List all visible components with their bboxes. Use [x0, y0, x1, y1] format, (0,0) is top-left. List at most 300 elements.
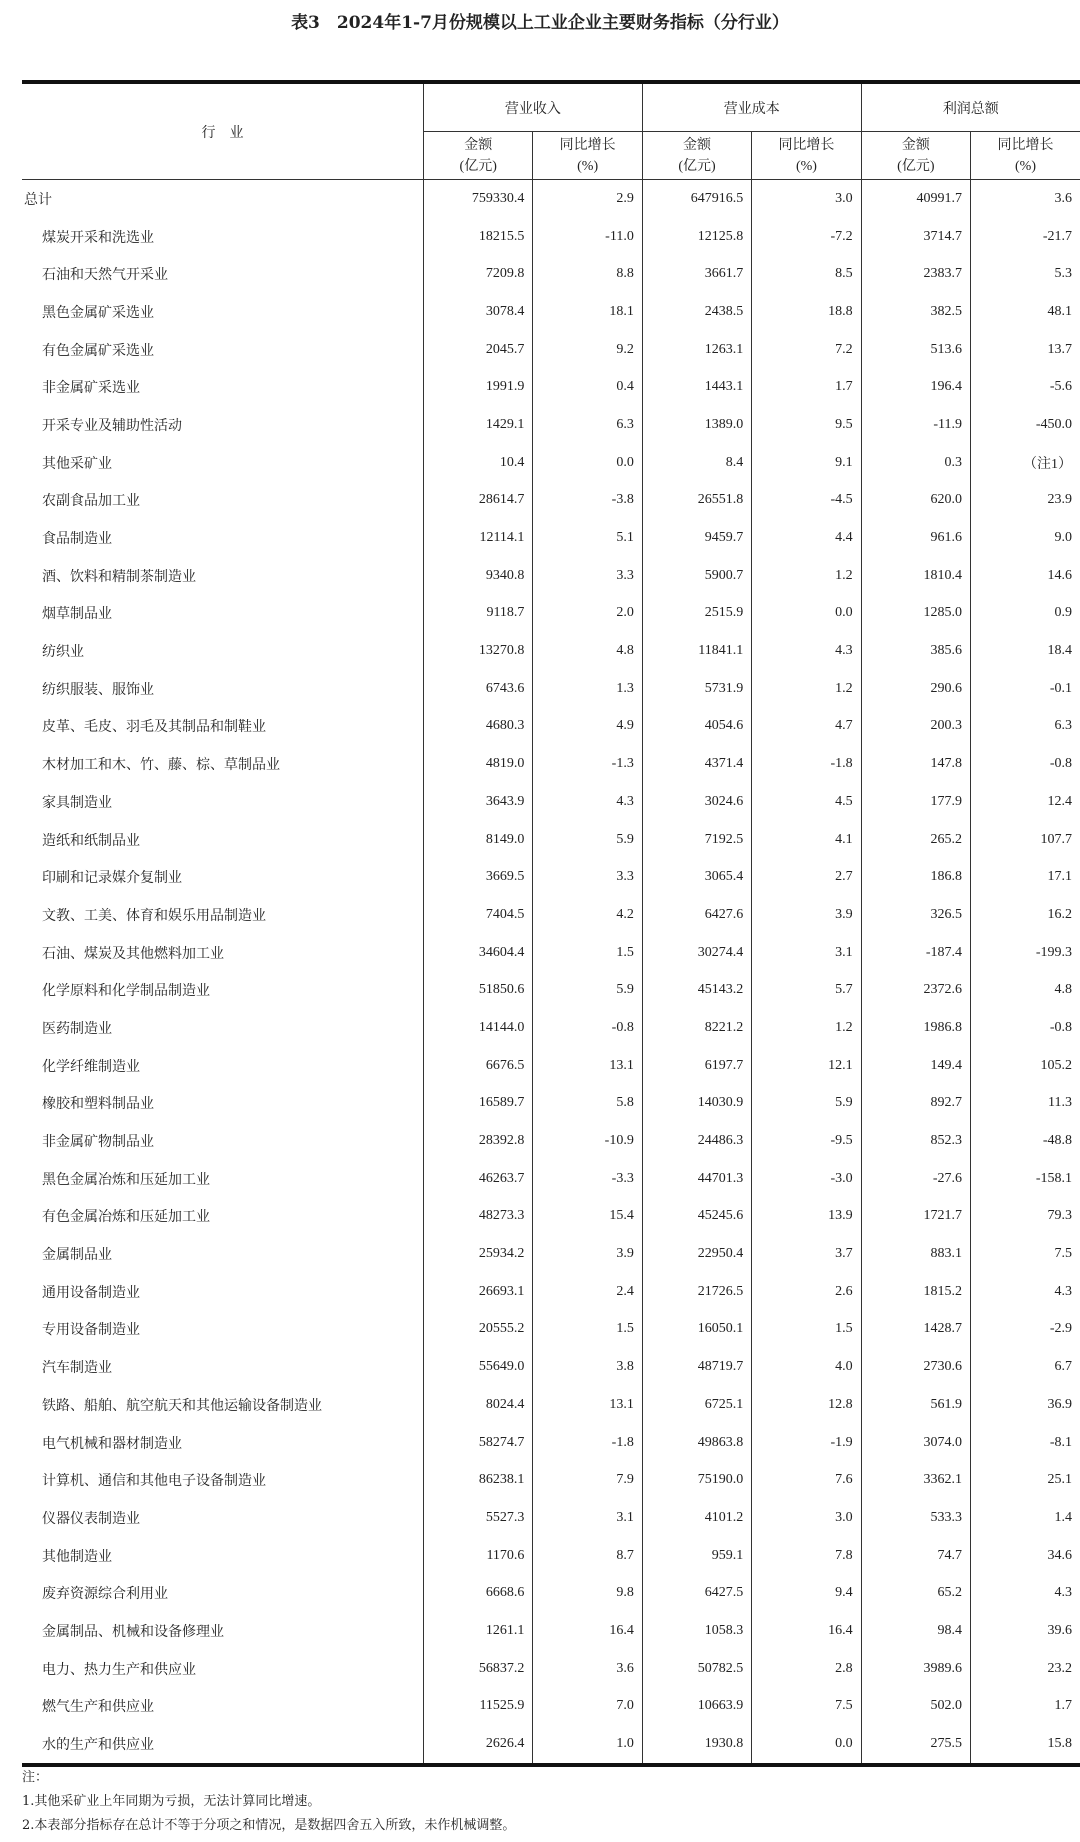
- industry-name: 石油和天然气开采业: [42, 268, 168, 284]
- profit-growth: 15.8: [971, 1725, 1080, 1765]
- profit-growth: -199.3: [971, 934, 1080, 972]
- profit-amount: 1810.4: [861, 557, 970, 595]
- table-row: [22, 1160, 1080, 1198]
- revenue-amount: 34604.4: [424, 934, 533, 972]
- industry-name: 燃气生产和供应业: [42, 1700, 154, 1716]
- profit-amount: -11.9: [861, 406, 970, 444]
- profit-growth: 1.4: [971, 1499, 1080, 1537]
- industry-name: 非金属矿物制品业: [42, 1135, 154, 1151]
- amount-subheader: [642, 132, 751, 180]
- cost-amount: 11841.1: [642, 632, 751, 670]
- revenue-amount: 20555.2: [424, 1311, 533, 1349]
- revenue-amount: 7209.8: [424, 255, 533, 293]
- profit-amount: 98.4: [861, 1612, 970, 1650]
- revenue-growth: 5.9: [533, 821, 642, 859]
- cost-amount: 6427.6: [642, 896, 751, 934]
- cost-growth: -3.0: [752, 1160, 861, 1198]
- profit-growth: 3.6: [971, 180, 1080, 218]
- revenue-growth: 1.0: [533, 1725, 642, 1765]
- industry-name: 皮革、毛皮、羽毛及其制品和制鞋业: [42, 720, 266, 736]
- table-row: [22, 255, 1080, 293]
- revenue-amount: 46263.7: [424, 1160, 533, 1198]
- table-row: [22, 557, 1080, 595]
- profit-amount: 1815.2: [861, 1273, 970, 1311]
- table-row: [22, 293, 1080, 331]
- industry-header: 行 业: [22, 82, 424, 180]
- revenue-growth: 3.9: [533, 1235, 642, 1273]
- cost-amount: 22950.4: [642, 1235, 751, 1273]
- profit-amount: 385.6: [861, 632, 970, 670]
- amount-subheader-label: 金额: [901, 137, 930, 153]
- cost-amount: 10663.9: [642, 1688, 751, 1726]
- table-row: [22, 331, 1080, 369]
- cost-amount: 4101.2: [642, 1499, 751, 1537]
- revenue-growth: 9.2: [533, 331, 642, 369]
- industry-name: 石油、煤炭及其他燃料加工业: [42, 946, 224, 962]
- revenue-amount: 25934.2: [424, 1235, 533, 1273]
- industry-name: 造纸和纸制品业: [42, 833, 140, 849]
- profit-growth: -21.7: [971, 218, 1080, 256]
- profit-growth: 6.7: [971, 1348, 1080, 1386]
- cost-amount: 959.1: [642, 1537, 751, 1575]
- cost-amount: 30274.4: [642, 934, 751, 972]
- profit-amount: 0.3: [861, 444, 970, 482]
- revenue-growth: 8.7: [533, 1537, 642, 1575]
- revenue-amount: 6743.6: [424, 670, 533, 708]
- profit-growth: 79.3: [971, 1198, 1080, 1236]
- table-row: [22, 1311, 1080, 1349]
- cost-amount: 75190.0: [642, 1461, 751, 1499]
- table-row: [22, 482, 1080, 520]
- profit-growth: 17.1: [971, 858, 1080, 896]
- growth-subheader-label: 同比增长: [559, 137, 616, 153]
- cost-amount: 24486.3: [642, 1122, 751, 1160]
- revenue-growth: 5.9: [533, 971, 642, 1009]
- growth-subheader: [752, 132, 861, 180]
- cost-header: 营业成本: [642, 82, 861, 132]
- revenue-growth: 3.8: [533, 1348, 642, 1386]
- profit-growth: 18.4: [971, 632, 1080, 670]
- revenue-growth: 2.0: [533, 595, 642, 633]
- cost-growth: 16.4: [752, 1612, 861, 1650]
- cost-amount: 9459.7: [642, 519, 751, 557]
- profit-amount: 513.6: [861, 331, 970, 369]
- revenue-growth: 4.2: [533, 896, 642, 934]
- industry-name: 黑色金属矿采选业: [42, 305, 154, 321]
- revenue-amount: 9340.8: [424, 557, 533, 595]
- profit-growth: 7.5: [971, 1235, 1080, 1273]
- revenue-growth: 9.8: [533, 1574, 642, 1612]
- table-row: [22, 1085, 1080, 1123]
- profit-amount: 40991.7: [861, 180, 970, 218]
- table-row: [22, 218, 1080, 256]
- revenue-amount: 10.4: [424, 444, 533, 482]
- industry-name: 纺织业: [42, 645, 84, 661]
- cost-amount: 3661.7: [642, 255, 751, 293]
- table-row: [22, 783, 1080, 821]
- growth-subheader-label: 同比增长: [997, 137, 1054, 153]
- cost-amount: 16050.1: [642, 1311, 751, 1349]
- revenue-growth: 0.0: [533, 444, 642, 482]
- industry-name: 橡胶和塑料制品业: [42, 1097, 154, 1113]
- cost-amount: 6197.7: [642, 1047, 751, 1085]
- cost-growth: 1.2: [752, 670, 861, 708]
- cost-growth: -1.9: [752, 1424, 861, 1462]
- growth-subheader-unit: (%): [795, 158, 817, 174]
- revenue-growth: 0.4: [533, 368, 642, 406]
- revenue-growth: 2.9: [533, 180, 642, 218]
- industry-name: 通用设备制造业: [42, 1285, 140, 1301]
- cost-growth: 0.0: [752, 595, 861, 633]
- cost-amount: 6427.5: [642, 1574, 751, 1612]
- profit-growth: 9.0: [971, 519, 1080, 557]
- amount-subheader-label: 金额: [683, 137, 712, 153]
- profit-amount: 502.0: [861, 1688, 970, 1726]
- revenue-amount: 4819.0: [424, 745, 533, 783]
- revenue-growth: 1.5: [533, 934, 642, 972]
- profit-amount: 892.7: [861, 1085, 970, 1123]
- profit-amount: 3714.7: [861, 218, 970, 256]
- amount-subheader-label: 金额: [464, 137, 493, 153]
- revenue-amount: 28392.8: [424, 1122, 533, 1160]
- table-title: 表3 2024年1-7月份规模以上工业企业主要财务指标（分行业）: [291, 13, 789, 33]
- cost-growth: 4.4: [752, 519, 861, 557]
- revenue-amount: 56837.2: [424, 1650, 533, 1688]
- industry-name: 有色金属冶炼和压延加工业: [42, 1210, 210, 1226]
- table-row: [22, 1348, 1080, 1386]
- profit-growth: （注1）: [971, 444, 1080, 482]
- table-row: [22, 519, 1080, 557]
- profit-amount: 149.4: [861, 1047, 970, 1085]
- revenue-amount: 14144.0: [424, 1009, 533, 1047]
- revenue-amount: 3643.9: [424, 783, 533, 821]
- table-row: [22, 821, 1080, 859]
- financial-indicators-table: [22, 80, 1080, 1767]
- industry-name: 金属制品业: [42, 1248, 112, 1264]
- cost-amount: 1389.0: [642, 406, 751, 444]
- revenue-amount: 2626.4: [424, 1725, 533, 1765]
- profit-amount: 561.9: [861, 1386, 970, 1424]
- industry-name: 金属制品、机械和设备修理业: [42, 1624, 224, 1640]
- profit-growth: 23.2: [971, 1650, 1080, 1688]
- table-row: [22, 1122, 1080, 1160]
- profit-amount: 290.6: [861, 670, 970, 708]
- revenue-amount: 86238.1: [424, 1461, 533, 1499]
- profit-amount: 2372.6: [861, 971, 970, 1009]
- revenue-amount: 12114.1: [424, 519, 533, 557]
- profit-amount: 186.8: [861, 858, 970, 896]
- cost-growth: 4.5: [752, 783, 861, 821]
- profit-growth: -0.8: [971, 1009, 1080, 1047]
- cost-growth: 5.7: [752, 971, 861, 1009]
- note-2: 2.本表部分指标存在总计不等于分项之和情况，是数据四舍五入所致，未作机械调整。: [22, 1818, 516, 1833]
- revenue-amount: 58274.7: [424, 1424, 533, 1462]
- cost-growth: 4.3: [752, 632, 861, 670]
- cost-amount: 8221.2: [642, 1009, 751, 1047]
- table-row: [22, 1650, 1080, 1688]
- table-row: [22, 444, 1080, 482]
- cost-growth: 9.1: [752, 444, 861, 482]
- growth-subheader-label: 同比增长: [778, 137, 835, 153]
- cost-amount: 26551.8: [642, 482, 751, 520]
- profit-growth: 107.7: [971, 821, 1080, 859]
- revenue-growth: 13.1: [533, 1386, 642, 1424]
- cost-growth: 2.7: [752, 858, 861, 896]
- table-row: [22, 1009, 1080, 1047]
- profit-amount: -187.4: [861, 934, 970, 972]
- cost-amount: 5900.7: [642, 557, 751, 595]
- cost-amount: 12125.8: [642, 218, 751, 256]
- industry-name: 仪器仪表制造业: [42, 1511, 140, 1527]
- profit-amount: -27.6: [861, 1160, 970, 1198]
- cost-amount: 1443.1: [642, 368, 751, 406]
- table-row: [22, 858, 1080, 896]
- industry-name: 非金属矿采选业: [42, 381, 140, 397]
- cost-growth: 4.1: [752, 821, 861, 859]
- industry-name: 家具制造业: [42, 795, 112, 811]
- table-row: [22, 1386, 1080, 1424]
- table-row: [22, 368, 1080, 406]
- cost-amount: 8.4: [642, 444, 751, 482]
- profit-amount: 196.4: [861, 368, 970, 406]
- cost-growth: 8.5: [752, 255, 861, 293]
- cost-amount: 49863.8: [642, 1424, 751, 1462]
- industry-name: 开采专业及辅助性活动: [42, 418, 182, 434]
- revenue-growth: 8.8: [533, 255, 642, 293]
- industry-name: 医药制造业: [42, 1021, 112, 1037]
- profit-growth: 4.8: [971, 971, 1080, 1009]
- revenue-growth: -10.9: [533, 1122, 642, 1160]
- table-row: [22, 971, 1080, 1009]
- profit-amount: 1986.8: [861, 1009, 970, 1047]
- revenue-amount: 18215.5: [424, 218, 533, 256]
- revenue-growth: 7.0: [533, 1688, 642, 1726]
- cost-growth: 3.9: [752, 896, 861, 934]
- profit-amount: 177.9: [861, 783, 970, 821]
- profit-amount: 961.6: [861, 519, 970, 557]
- amount-subheader-unit: (亿元): [459, 158, 497, 174]
- profit-growth: 11.3: [971, 1085, 1080, 1123]
- table-row: [22, 1725, 1080, 1765]
- table-row: [22, 1574, 1080, 1612]
- cost-amount: 4054.6: [642, 708, 751, 746]
- revenue-growth: 4.8: [533, 632, 642, 670]
- revenue-amount: 1261.1: [424, 1612, 533, 1650]
- cost-growth: 1.7: [752, 368, 861, 406]
- profit-growth: 4.3: [971, 1273, 1080, 1311]
- profit-amount: 533.3: [861, 1499, 970, 1537]
- industry-name: 总计: [24, 192, 52, 208]
- industry-name: 汽车制造业: [42, 1361, 112, 1377]
- profit-growth: 13.7: [971, 331, 1080, 369]
- cost-amount: 21726.5: [642, 1273, 751, 1311]
- profit-amount: 74.7: [861, 1537, 970, 1575]
- cost-amount: 2515.9: [642, 595, 751, 633]
- profit-header: 利润总额: [861, 82, 1080, 132]
- industry-name: 木材加工和木、竹、藤、棕、草制品业: [42, 758, 280, 774]
- cost-growth: 3.7: [752, 1235, 861, 1273]
- profit-amount: 65.2: [861, 1574, 970, 1612]
- profit-growth: -0.8: [971, 745, 1080, 783]
- industry-name: 化学原料和化学制品制造业: [42, 984, 210, 1000]
- table-row: [22, 1461, 1080, 1499]
- cost-growth: 3.1: [752, 934, 861, 972]
- revenue-amount: 48273.3: [424, 1198, 533, 1236]
- table-row: [22, 1424, 1080, 1462]
- profit-amount: 2383.7: [861, 255, 970, 293]
- note-1: 1.其他采矿业上年同期为亏损，无法计算同比增速。: [22, 1794, 321, 1809]
- industry-name: 其他采矿业: [42, 456, 112, 472]
- cost-growth: 5.9: [752, 1085, 861, 1123]
- cost-growth: 12.1: [752, 1047, 861, 1085]
- cost-growth: 7.8: [752, 1537, 861, 1575]
- revenue-amount: 4680.3: [424, 708, 533, 746]
- profit-growth: 39.6: [971, 1612, 1080, 1650]
- profit-amount: 3989.6: [861, 1650, 970, 1688]
- cost-growth: 0.0: [752, 1725, 861, 1765]
- notes: [22, 1766, 515, 1838]
- revenue-growth: -11.0: [533, 218, 642, 256]
- revenue-growth: 5.8: [533, 1085, 642, 1123]
- cost-growth: 12.8: [752, 1386, 861, 1424]
- revenue-amount: 28614.7: [424, 482, 533, 520]
- table-row: [22, 1235, 1080, 1273]
- cost-growth: 9.4: [752, 1574, 861, 1612]
- revenue-amount: 26693.1: [424, 1273, 533, 1311]
- cost-growth: 4.0: [752, 1348, 861, 1386]
- cost-amount: 4371.4: [642, 745, 751, 783]
- revenue-growth: -1.8: [533, 1424, 642, 1462]
- cost-growth: 1.5: [752, 1311, 861, 1349]
- growth-subheader-unit: (%): [577, 158, 599, 174]
- industry-name: 纺织服装、服饰业: [42, 682, 154, 698]
- industry-name: 文教、工美、体育和娱乐用品制造业: [42, 908, 266, 924]
- revenue-header: 营业收入: [424, 82, 643, 132]
- profit-growth: 0.9: [971, 595, 1080, 633]
- cost-growth: 2.6: [752, 1273, 861, 1311]
- revenue-growth: 13.1: [533, 1047, 642, 1085]
- revenue-amount: 5527.3: [424, 1499, 533, 1537]
- profit-amount: 147.8: [861, 745, 970, 783]
- profit-growth: 12.4: [971, 783, 1080, 821]
- table-row: [22, 1612, 1080, 1650]
- profit-amount: 382.5: [861, 293, 970, 331]
- industry-name: 酒、饮料和精制茶制造业: [42, 569, 196, 585]
- table-row: [22, 934, 1080, 972]
- revenue-growth: 1.3: [533, 670, 642, 708]
- revenue-amount: 1429.1: [424, 406, 533, 444]
- growth-subheader-unit: (%): [1015, 158, 1037, 174]
- profit-growth: -450.0: [971, 406, 1080, 444]
- cost-growth: 9.5: [752, 406, 861, 444]
- profit-amount: 852.3: [861, 1122, 970, 1160]
- revenue-growth: 1.5: [533, 1311, 642, 1349]
- table-row: [22, 1688, 1080, 1726]
- revenue-amount: 9118.7: [424, 595, 533, 633]
- cost-growth: 7.6: [752, 1461, 861, 1499]
- cost-amount: 3065.4: [642, 858, 751, 896]
- table-row: [22, 1198, 1080, 1236]
- amount-subheader-unit: (亿元): [897, 158, 935, 174]
- revenue-amount: 7404.5: [424, 896, 533, 934]
- cost-growth: 3.0: [752, 180, 861, 218]
- profit-growth: 105.2: [971, 1047, 1080, 1085]
- cost-growth: 7.2: [752, 331, 861, 369]
- industry-name: 其他制造业: [42, 1549, 112, 1565]
- revenue-growth: 3.6: [533, 1650, 642, 1688]
- industry-name: 计算机、通信和其他电子设备制造业: [42, 1474, 266, 1490]
- revenue-growth: -3.8: [533, 482, 642, 520]
- cost-growth: 7.5: [752, 1688, 861, 1726]
- revenue-amount: 1991.9: [424, 368, 533, 406]
- amount-subheader: [424, 132, 533, 180]
- profit-growth: -0.1: [971, 670, 1080, 708]
- profit-amount: 1285.0: [861, 595, 970, 633]
- profit-growth: -2.9: [971, 1311, 1080, 1349]
- revenue-amount: 1170.6: [424, 1537, 533, 1575]
- revenue-growth: 16.4: [533, 1612, 642, 1650]
- revenue-growth: -1.3: [533, 745, 642, 783]
- profit-growth: -5.6: [971, 368, 1080, 406]
- cost-amount: 1263.1: [642, 331, 751, 369]
- profit-amount: 1721.7: [861, 1198, 970, 1236]
- revenue-growth: 4.3: [533, 783, 642, 821]
- industry-name: 化学纤维制造业: [42, 1059, 140, 1075]
- cost-growth: -4.5: [752, 482, 861, 520]
- growth-subheader: [971, 132, 1080, 180]
- cost-growth: 4.7: [752, 708, 861, 746]
- profit-amount: 265.2: [861, 821, 970, 859]
- table-row: [22, 406, 1080, 444]
- cost-growth: 1.2: [752, 557, 861, 595]
- profit-growth: 48.1: [971, 293, 1080, 331]
- cost-amount: 7192.5: [642, 821, 751, 859]
- table-row: [22, 745, 1080, 783]
- profit-amount: 620.0: [861, 482, 970, 520]
- revenue-amount: 2045.7: [424, 331, 533, 369]
- industry-name: 烟草制品业: [42, 607, 112, 623]
- profit-growth: -158.1: [971, 1160, 1080, 1198]
- profit-growth: 36.9: [971, 1386, 1080, 1424]
- profit-amount: 1428.7: [861, 1311, 970, 1349]
- cost-growth: -7.2: [752, 218, 861, 256]
- cost-amount: 50782.5: [642, 1650, 751, 1688]
- industry-name: 有色金属矿采选业: [42, 343, 154, 359]
- profit-growth: -8.1: [971, 1424, 1080, 1462]
- industry-name: 电力、热力生产和供应业: [42, 1662, 196, 1678]
- profit-amount: 275.5: [861, 1725, 970, 1765]
- profit-growth: 6.3: [971, 708, 1080, 746]
- profit-amount: 2730.6: [861, 1348, 970, 1386]
- profit-growth: 14.6: [971, 557, 1080, 595]
- industry-name: 煤炭开采和洗选业: [42, 230, 154, 246]
- profit-growth: 1.7: [971, 1688, 1080, 1726]
- revenue-growth: 4.9: [533, 708, 642, 746]
- table-row: [22, 708, 1080, 746]
- revenue-growth: 2.4: [533, 1273, 642, 1311]
- industry-name: 专用设备制造业: [42, 1323, 140, 1339]
- profit-amount: 883.1: [861, 1235, 970, 1273]
- table-row: [22, 1273, 1080, 1311]
- revenue-amount: 8149.0: [424, 821, 533, 859]
- growth-subheader: [533, 132, 642, 180]
- profit-amount: 326.5: [861, 896, 970, 934]
- revenue-amount: 51850.6: [424, 971, 533, 1009]
- cost-amount: 45245.6: [642, 1198, 751, 1236]
- industry-name: 废弃资源综合利用业: [42, 1587, 168, 1603]
- cost-growth: 18.8: [752, 293, 861, 331]
- table-row: [22, 595, 1080, 633]
